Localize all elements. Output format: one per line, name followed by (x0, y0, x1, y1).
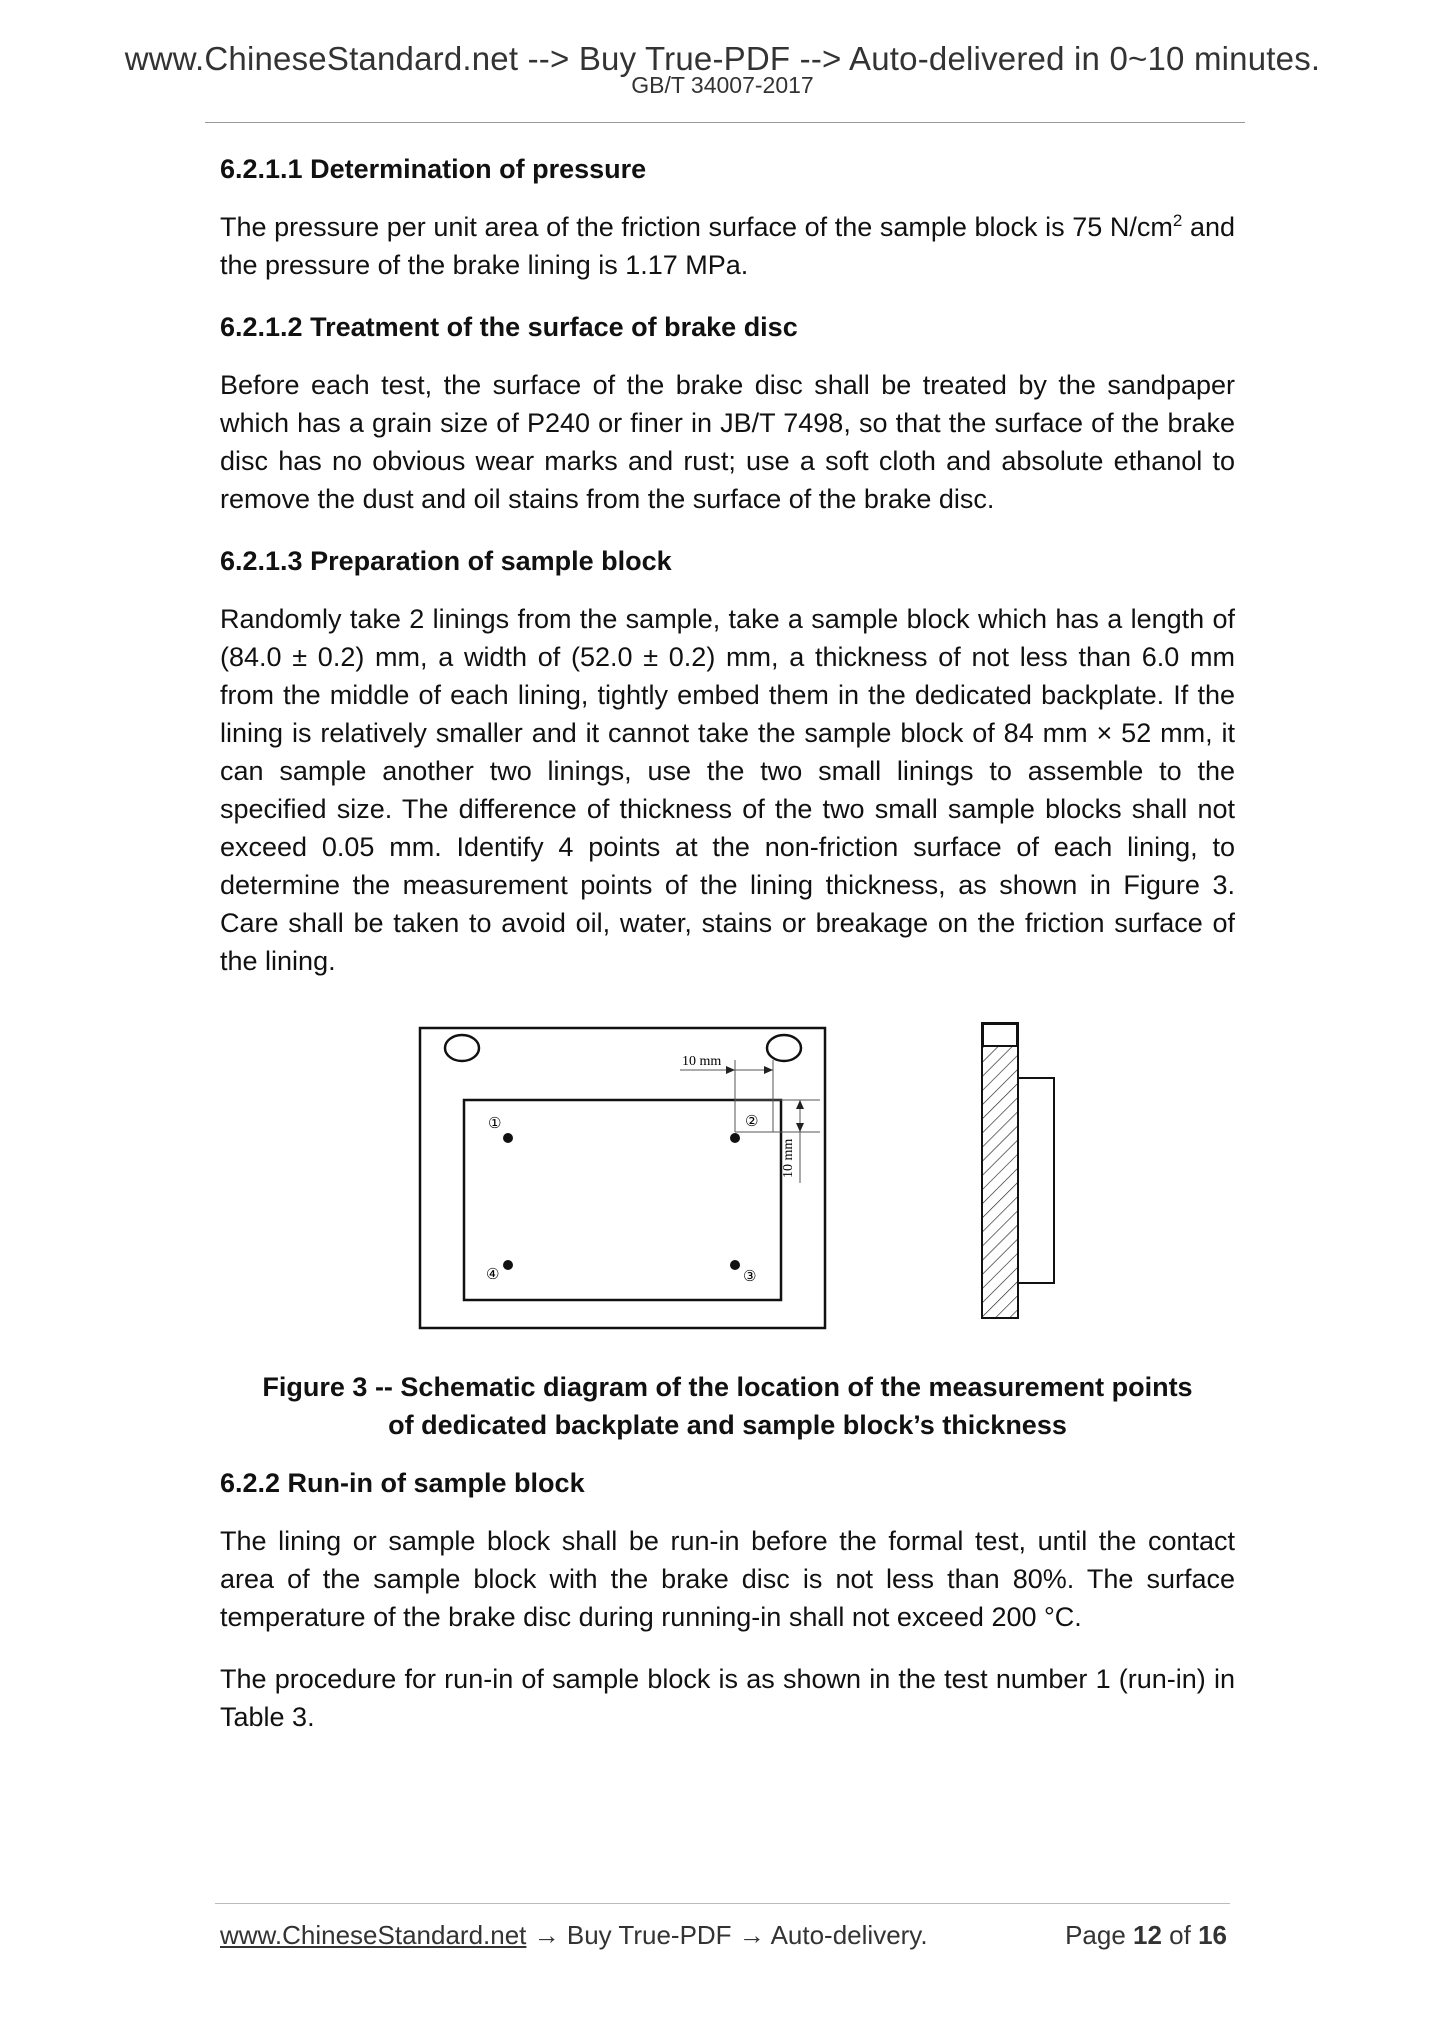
heading-6-2-1-1: 6.2.1.1 Determination of pressure (220, 154, 647, 184)
paragraph-pressure-text: The pressure per unit area of the friction surface of the sample block is 75 N/cm (220, 212, 1173, 242)
figure-caption-line-2: of dedicated backplate and sample block’s thickness (388, 1410, 1067, 1440)
sample-block-section (1018, 1078, 1054, 1283)
paragraph-run-in-1: The lining or sample block shall be run-in before the formal test, until the contact area of the sample block with the brake disc is not less than 80%. The surface temperature of the brake disc during running-in shall not exceed 200 °C. (220, 1526, 1235, 1632)
measurement-point-1 (503, 1133, 513, 1143)
hole-right-icon (767, 1035, 801, 1061)
page-number (1065, 1920, 1227, 1951)
heading-6-2-1-2: 6.2.1.2 Treatment of the surface of brake disc (220, 312, 798, 342)
superscript: 2 (1172, 211, 1183, 230)
sample-block-outline (464, 1100, 781, 1300)
point-label-2: ② (745, 1112, 759, 1130)
page-total: 16 (1198, 1920, 1227, 1950)
backplate-section (982, 1023, 1018, 1318)
point-label-1: ① (488, 1114, 502, 1132)
paragraph-sample-block: Randomly take 2 linings from the sample, take a sample block which has a length of (84.0 ± 0.2) mm, a width of (52.0 ± 0.2) mm, a thickness of not less than 6.0 mm from the middle of each lining, tightly embed them in the dedicated backplate. If the lining is relatively smaller and it cannot take the sample block of 84 mm × 52 mm, it can sample another two linings, use the two small linings to assemble to the specified size. The difference of thickness of the two small sample blocks shall not exceed 0.05 mm. Identify 4 points at the non-friction surface of each lining, to determine the measurement points of the lining thickness, as shown in Figure 3. Care shall be taken to avoid oil, water, stains or breakage on the friction surface of the lining. (220, 604, 1235, 976)
page-of: of (1161, 1920, 1199, 1950)
paragraph-pressure-text-end: and the pressure of the brake lining is 1.17 MPa. (220, 212, 1235, 280)
paragraph-pressure (220, 208, 1235, 284)
header-divider (205, 122, 1245, 123)
point-label-3: ③ (743, 1267, 757, 1285)
footer-tagline: → Buy True-PDF → Auto-delivery. (526, 1920, 928, 1950)
dim-horizontal-label: 10 mm (682, 1054, 722, 1069)
measurement-point-4 (503, 1260, 513, 1270)
measurement-point-2 (730, 1133, 740, 1143)
figure-3 (220, 1018, 1235, 1368)
standard-number: GB/T 34007-2017 (631, 72, 814, 98)
dim-vertical-label: 10 mm (781, 1138, 796, 1178)
page-content (220, 150, 1235, 1736)
figure-caption-line-1: Figure 3 -- Schematic diagram of the location of the measurement points (262, 1372, 1193, 1402)
footer-link[interactable]: www.ChineseStandard.net (220, 1920, 527, 1950)
paragraph-brake-disc: Before each test, the surface of the brake disc shall be treated by the sandpaper which has a grain size of P240 or finer in JB/T 7498, so that the surface of the brake disc has no obvious wear marks and rust; use a soft cloth and absolute ethanol to remove the dust and oil stains from the surface of the brake disc. (220, 370, 1235, 514)
measurement-point-3 (730, 1260, 740, 1270)
footer-left (220, 1920, 928, 1951)
heading-6-2-1-3: 6.2.1.3 Preparation of sample block (220, 546, 672, 576)
heading-6-2-2: 6.2.2 Run-in of sample block (220, 1468, 585, 1498)
page-current: 12 (1133, 1920, 1162, 1950)
header-banner: www.ChineseStandard.net --> Buy True-PDF --> Auto-delivered in 0~10 minutes. (124, 40, 1321, 77)
figure-3-diagram (220, 1018, 1235, 1368)
page-prefix: Page (1065, 1920, 1134, 1950)
paragraph-run-in-2: The procedure for run-in of sample block is as shown in the test number 1 (run-in) in Table 3. (220, 1664, 1235, 1732)
footer-divider (215, 1903, 1230, 1904)
backplate-hole-section (983, 1024, 1017, 1046)
point-label-4: ④ (486, 1265, 500, 1283)
hole-left-icon (445, 1035, 479, 1061)
